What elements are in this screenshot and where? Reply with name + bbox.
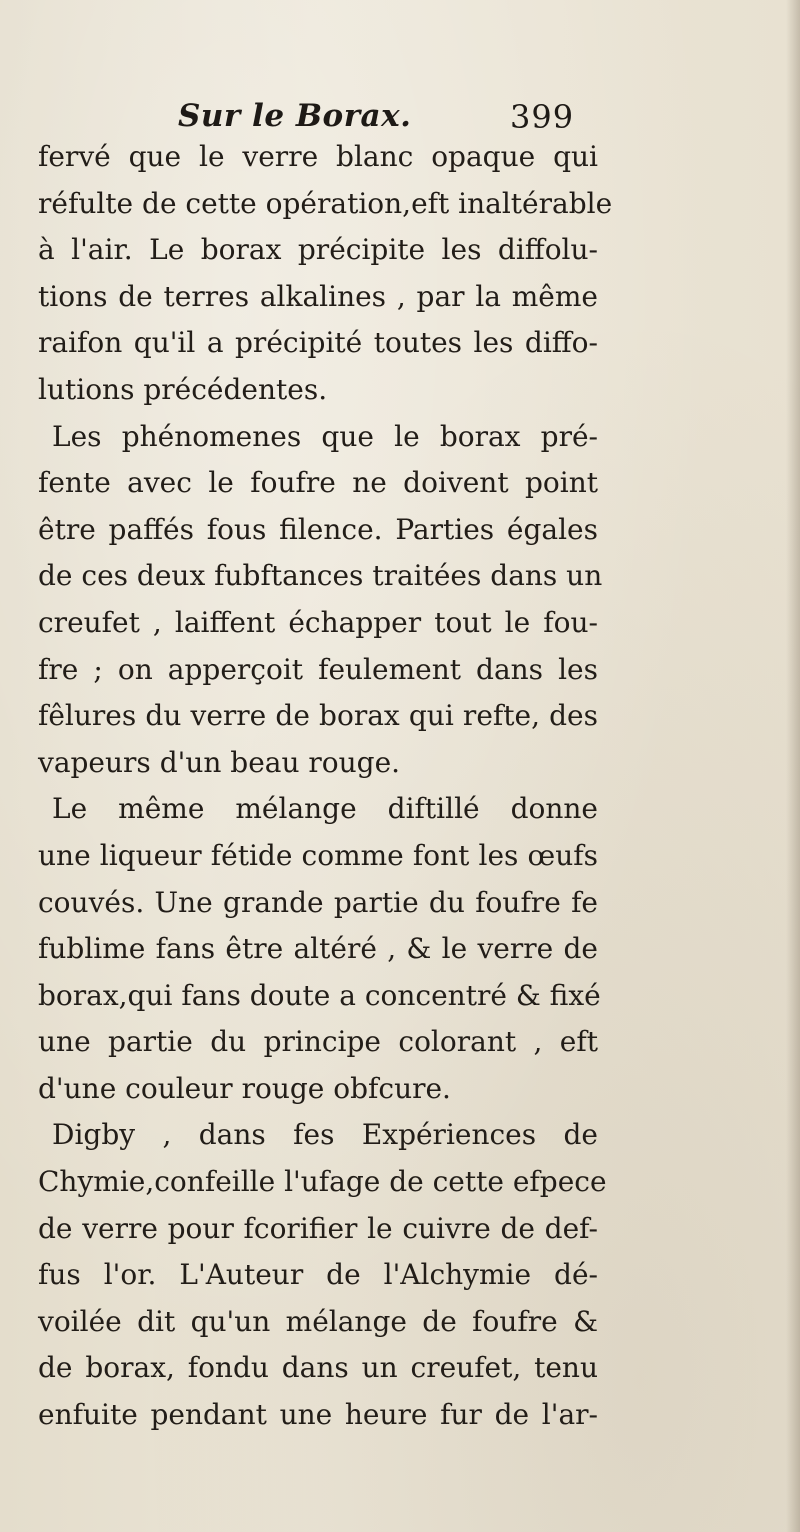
text-line: être paffés fous filence. Parties égales bbox=[38, 512, 598, 546]
text-line: de verre pour fcorifier le cuivre de def- bbox=[38, 1211, 598, 1245]
text-line: Digby , dans fes Expériences de bbox=[52, 1118, 598, 1152]
text-line: creufet , laiffent échapper tout le fou- bbox=[38, 605, 598, 639]
text-line: à l'air. Le borax précipite les diffolu- bbox=[38, 233, 598, 267]
text-line: tions de terres alkalines , par la même bbox=[38, 279, 598, 313]
text-line: raifon qu'il a précipité toutes les diffo- bbox=[38, 326, 598, 360]
text-line: lutions précédentes. bbox=[38, 372, 328, 406]
text-line: voilée dit qu'un mélange de foufre & bbox=[38, 1304, 598, 1338]
text-line: fêlures du verre de borax qui refte, des bbox=[38, 699, 598, 733]
running-title: Sur le Borax. bbox=[178, 98, 412, 134]
text-line: couvés. Une grande partie du foufre fe bbox=[38, 885, 598, 919]
body-text bbox=[38, 134, 613, 1439]
text-line: réfulte de cette opération,eft inaltérable bbox=[38, 186, 613, 220]
text-line: fublime fans être altéré , & le verre de bbox=[38, 932, 598, 966]
text-line: enfuite pendant une heure fur de l'ar- bbox=[38, 1398, 598, 1432]
text-line: de borax, fondu dans un creufet, tenu bbox=[38, 1351, 598, 1385]
page-number: 399 bbox=[510, 98, 575, 136]
text-line: de ces deux fubftances traitées dans un bbox=[38, 559, 603, 593]
page-gutter-shadow bbox=[786, 0, 800, 1532]
text-line: Le même mélange diftillé donne bbox=[52, 792, 598, 826]
text-line: borax,qui fans doute a concentré & fixé bbox=[38, 978, 601, 1012]
text-line: fervé que le verre blanc opaque qui bbox=[38, 140, 598, 173]
text-line: d'une couleur rouge obfcure. bbox=[38, 1071, 451, 1105]
text-line: fre ; on apperçoit feulement dans les bbox=[38, 652, 598, 686]
text-line: Chymie,confeille l'ufage de cette efpece bbox=[38, 1165, 607, 1199]
text-line: fente avec le foufre ne doivent point bbox=[38, 466, 598, 500]
text-line: vapeurs d'un beau rouge. bbox=[38, 745, 401, 779]
text-line: une liqueur fétide comme font les œufs bbox=[38, 838, 598, 872]
text-line: Les phénomenes que le borax pré- bbox=[52, 419, 598, 453]
text-line: fus l'or. L'Auteur de l'Alchymie dé- bbox=[38, 1258, 598, 1292]
text-line: une partie du principe colorant , eft bbox=[38, 1025, 598, 1059]
